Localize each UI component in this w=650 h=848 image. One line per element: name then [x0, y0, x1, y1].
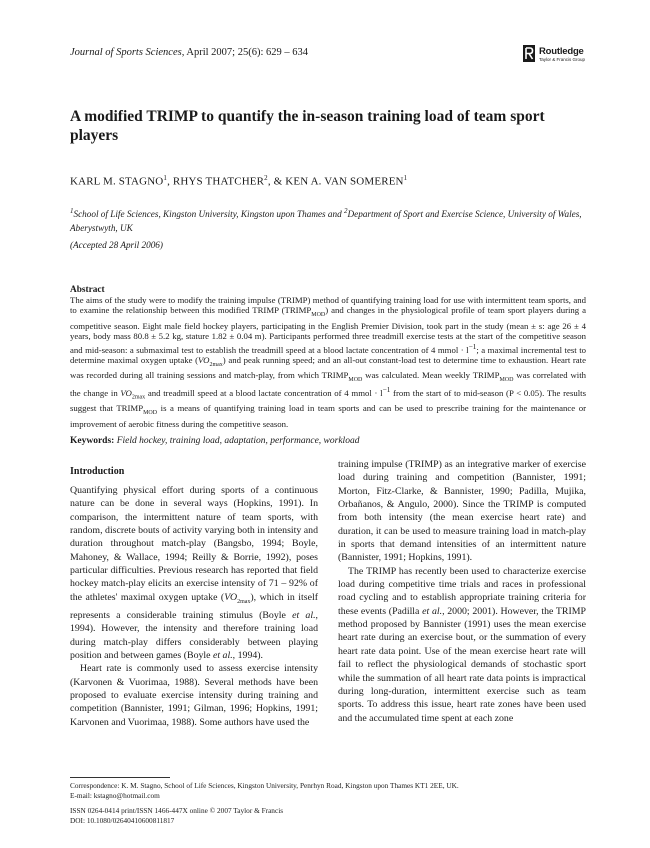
author-separator: , [167, 175, 173, 188]
issn-line: ISSN 0264-0414 print/ISSN 1466-447X online © 2007 Taylor & Francis [70, 806, 284, 815]
author-list [70, 174, 407, 188]
author-separator: , & [267, 175, 286, 188]
article-title: A modified TRIMP to quantify the in-season training load of team sport players [70, 108, 545, 144]
author-name: KEN A. VAN SOMEREN [285, 175, 404, 188]
abstract-heading: Abstract [70, 285, 105, 295]
body-paragraph: training impulse (TRIMP) as an integrative marker of exercise load during training and competition (Bannister, 1991; Morton, Fitz-Clarke, & Bannister, 1990; Padilla, Mujika, Orbañanos, & Angulo, 2000). Since the TRIMP is computed from both intensity (the mean exercise heart rate) and duration, it can be used to measure training load in match-play in sports that demand intensities of an intermittent nature (Bannister, 1991; Hopkins, 1991). [338, 459, 586, 564]
footnote-divider [70, 777, 170, 778]
publisher-name: Routledge [539, 46, 584, 57]
text-column-left [70, 484, 318, 729]
author-affil-mark: 1 [403, 174, 408, 182]
body-paragraph: The TRIMP has recently been used to characterize exercise load during competitive time trials and races in professional road cycling and to establish appropriate training criteria for these events (Padilla et al., 2000; 2001). However, the TRIMP method proposed by Bannister (1991) uses the mean exercise heart rate during an exercise bout, or the summation of every heart rate data point. Use of the mean exercise heart rate will fail to reflect the physiological demands of stochastic sport while the summation of all heart rate data points is impractical during long-duration, intermittent exercise such as team sports. To address this issue, heart rate zones have been used and the accumulated time spent at each zone [338, 565, 586, 724]
body-paragraph: Quantifying physical effort during sports of a continuous nature can be done in several ways (Hopkins, 1991). In comparison, the intermittent nature of team sports, with random, discrete bouts of activity varying both in intensity and duration throughout match-play (Bangsbo, 1994; Boyle, Mahoney, & Wallace, 1994; Reilly & Borrie, 1992), poses particular difficulties. Previous research has reported that field hockey match-play elicits an exercise intensity of 71 – 92% of the athletes' maximal oxygen uptake $(VO_{2max})$, which in itself represents a considerable training stimulus (Boyle et al., 1994). However, the intensity and therefore training load during match-play differs considerably between playing position and between games (Boyle et al., 1994). [70, 485, 318, 662]
keywords [70, 436, 586, 446]
body-paragraph: Heart rate is commonly used to assess exercise intensity (Karvonen & Vuorimaa, 1988). Several methods have been proposed to evaluate exercise intensity during training and competition (Bannister, 1991; Gilman, 1996; Hopkins, 1991; Karvonen and Vuorimaa, 1988). Some authors have used the [70, 663, 318, 728]
author-name: KARL M. STAGNO [70, 175, 164, 188]
journal-name: Journal of Sports Sciences, [70, 47, 185, 58]
section-heading-introduction: Introduction [70, 466, 125, 477]
email-note: E-mail: kstagno@hotmail.com [70, 791, 160, 800]
accepted-date: (Accepted 28 April 2006) [70, 240, 163, 250]
journal-issue: April 2007; 25(6): 629 – 634 [184, 47, 308, 58]
correspondence-note: Correspondence: K. M. Stagno, School of Life Sciences, Kingston University, Penrhyn Road, Kingston upon Thames KT1 2EE, UK. [70, 781, 459, 790]
author-name: RHYS THATCHER [172, 175, 265, 188]
doi-line: DOI: 10.1080/02640410600811817 [70, 816, 175, 825]
publisher-subtitle: Taylor & Francis Group [539, 57, 586, 62]
author-affil-mark: 2 [264, 174, 268, 182]
keywords-label: Keywords: [70, 436, 115, 446]
publisher-logo [523, 45, 593, 65]
abstract-text: The aims of the study were to modify the training impulse (TRIMP) method of quantifying training load for use with intermittent team sports, and to examine the relationship between this modified TRIMP $(TRIMP_{MOD})$ and changes in the physiological profile of team sport players during a competitive season. Eight male field hockey players, participating in the English Premier Division, took part in the study (mean ± s: age 26 ± 4 years, body mass 80.8 ± 5.2 kg, stature 1.82 ± 0.04 m). Participants performed three treadmill exercise tests at the start of the competitive season and mid-season: a submaximal test to establish the treadmill speed at a blood lactate concentration of 4 mmol · $l^{-1}$; a maximal incremental test to determine maximal oxygen uptake $(VO_{2max})$ and peak running speed; and an all-out constant-load test to determine time to exhaustion. Heart rate was recorded during all training sessions and match-play, from which $TRIMP_{MOD}$ was calculated. Mean weekly $TRIMP_{MOD}$ was correlated with the change in $VO_{2max}$ and treadmill speed at a blood lactate concentration of 4 mmol · $l^{-1}$ from the start of to mid-season (P < 0.05). The results suggest that $TRIMP_{MOD}$ is a means of quantifying training load in team sports and can be used to prescribe training for the maintenance or improvement of aerobic fitness during the competitive season. [70, 295, 587, 429]
journal-citation [70, 47, 308, 58]
text-column-right [338, 458, 586, 725]
keywords-text: Field hockey, training load, adaptation, performance, workload [116, 436, 360, 446]
author-affil-mark: 1 [163, 174, 168, 182]
routledge-r-logo-icon [523, 45, 535, 62]
affiliations: $^1$School of Life Sciences, Kingston University, Kingston upon Thames and $^2$Department of Sport and Exercise Science, University of Wales, Aberystwyth, UK [70, 207, 582, 234]
